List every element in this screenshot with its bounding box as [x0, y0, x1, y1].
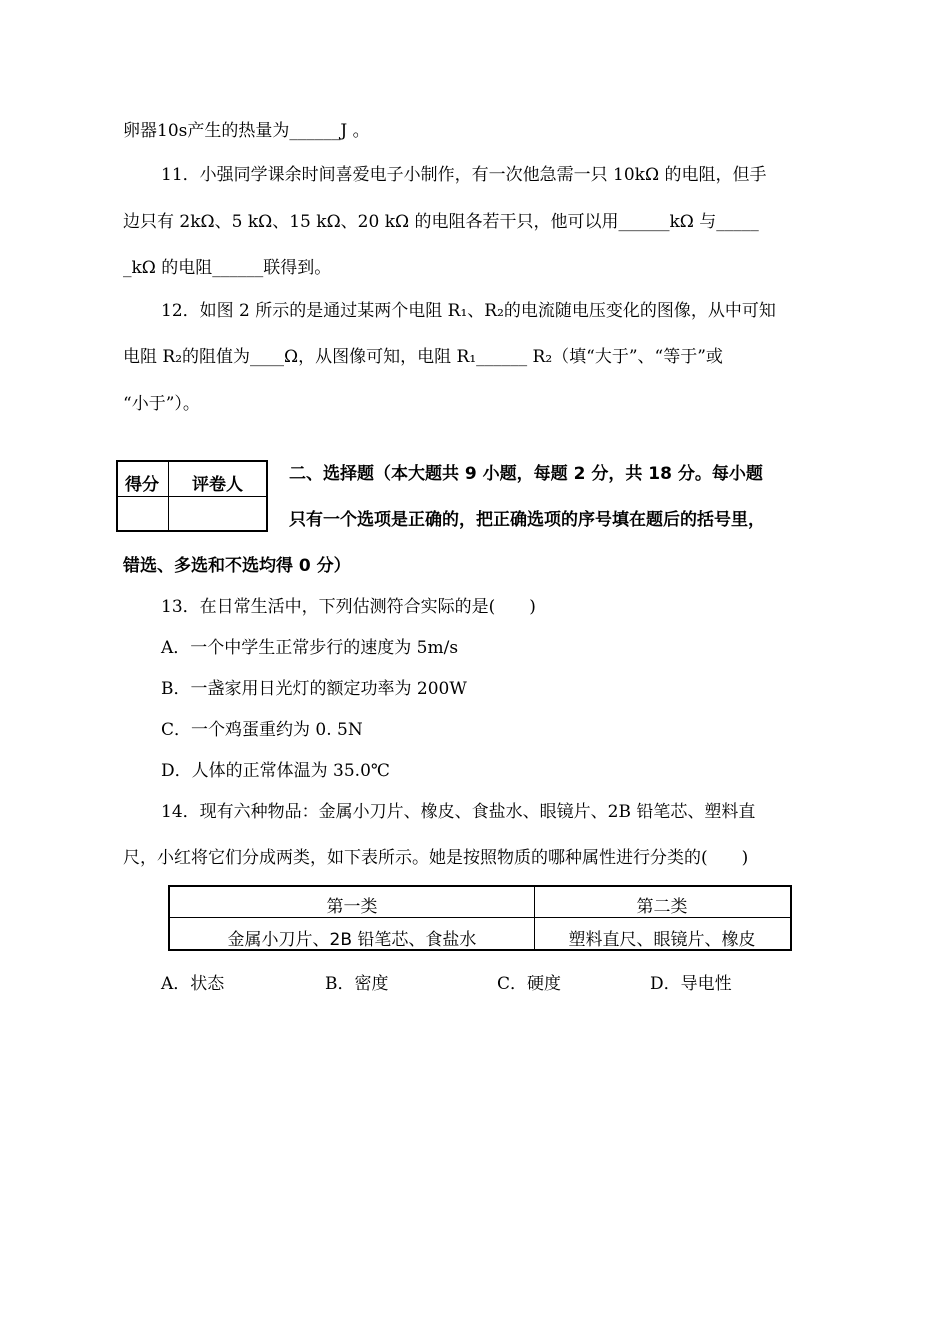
- table-cell-first: 金属小刀片、2B 铅笔芯、食盐水: [227, 930, 477, 950]
- q13-option-b: B．一盏家用日光灯的额定功率为 200W: [161, 679, 467, 699]
- section2-heading-line1: 二、选择题（本大题共 9 小题，每题 2 分，共 18 分。每小题: [289, 464, 763, 484]
- q13-stem: 13．在日常生活中，下列估测符合实际的是( ): [161, 597, 536, 617]
- q12-line3: “小于”）。: [123, 394, 200, 414]
- q13-option-c: C．一个鸡蛋重约为 0. 5N: [161, 720, 363, 740]
- q12-line2: 电阻 R₂的阻值为____Ω，从图像可知，电阻 R₁______ R₂（填“大于”、“等于”或: [123, 347, 723, 367]
- q13-option-a: A．一个中学生正常步行的速度为 5m/s: [161, 638, 459, 658]
- section2-heading-line3: 错选、多选和不选均得 0 分）: [123, 556, 351, 576]
- q11-line1: 11．小强同学课余时间喜爱电子小制作，有一次他急需一只 10kΩ 的电阻，但手: [161, 165, 767, 185]
- table-cell-second: 塑料直尺、眼镜片、橡皮: [568, 930, 756, 950]
- table-header-second: 第二类: [636, 897, 688, 917]
- q14-option-d: D．导电性: [650, 974, 732, 994]
- q13-option-d: D．人体的正常体温为 35.0℃: [161, 761, 390, 781]
- q11-line3: _kΩ 的电阻______联得到。: [123, 258, 332, 278]
- q14-option-c: C．硬度: [497, 974, 562, 994]
- section2-heading-line2: 只有一个选项是正确的，把正确选项的序号填在题后的括号里，: [289, 510, 765, 530]
- q11-line2: 边只有 2kΩ、5 kΩ、15 kΩ、20 kΩ 的电阻各若干只，他可以用______kΩ 与_____: [123, 212, 759, 232]
- q10-tail-text: 卵器10s产生的热量为______J 。: [123, 121, 370, 141]
- classification-table: [168, 885, 792, 951]
- q14-option-b: B．密度: [325, 974, 389, 994]
- q12-line1: 12．如图 2 所示的是通过某两个电阻 R₁、R₂的电流随电压变化的图像，从中可知: [161, 301, 776, 321]
- score-box: [116, 460, 268, 532]
- grader-label: 评卷人: [192, 475, 243, 495]
- score-label: 得分: [125, 475, 159, 495]
- table-header-first: 第一类: [326, 897, 378, 917]
- q14-stem-line1: 14．现有六种物品：金属小刀片、橡皮、食盐水、眼镜片、2B 铅笔芯、塑料直: [161, 802, 756, 822]
- q14-option-a: A．状态: [161, 974, 225, 994]
- q14-stem-line2: 尺，小红将它们分成两类，如下表所示。她是按照物质的哪种属性进行分类的( ): [123, 848, 749, 868]
